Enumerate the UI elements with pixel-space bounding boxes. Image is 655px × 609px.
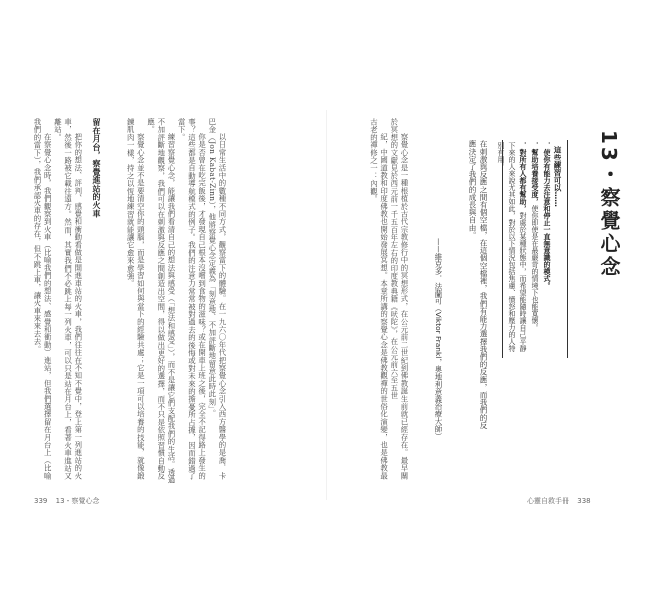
left-running-head: 13・察覺心念 xyxy=(55,497,100,505)
epigraph-quote: 在刺激與反應之間有個空檔，在這個空檔裡，我們有能力選擇我們的反應，而我們的反應決定了我們的成長與自由。 xyxy=(468,140,488,429)
epigraph-attribution: ——維克多．法蘭可（Viktor Frankl，奧地利意義治療大師） xyxy=(434,238,443,440)
left-body-paragraph-2: 你是否曾在吃完飯後，才發現自己根本沒嚐到食物的滋味？或在開車上班之後，完全不記得路上發生的事？這些都是自動導航模式的例子。我們的注意力常常被對過去的後悔或對未來的擔憂所占據，因而錯過了當下。 xyxy=(177,118,207,480)
left-body-paragraph-3: 練習察覺心念，能讓我們看清自己的想法與感受（「想法和感受」），而不是讓它們支配我們的生活。透過不加評斷地觀察，我們可以在刺激與反應之間創造出空間，得以做出更好的選擇，而不只是依照習慣自動反應。 xyxy=(146,118,176,484)
left-folio xyxy=(34,496,100,506)
left-page-number: 339 xyxy=(34,497,48,505)
right-page-number: 338 xyxy=(577,497,591,505)
left-section xyxy=(21,118,101,486)
left-page xyxy=(0,0,327,609)
right-folio xyxy=(527,496,591,506)
box-item: ．幫助培養接受度，使你即使是在最嚴苛的情境下也能寬懷。 xyxy=(531,142,539,331)
left-body-paragraph-4: 察覺心念並不是要清空你的頭腦，而是學習如何與當下的經驗共處；它是一項可以培養的技能，就像鍛鍊肌肉一樣，持之以恆地練習就能讓它愈來愈強。 xyxy=(126,118,146,480)
right-body-paragraph-2: 紀，中國道教和印度佛教也開始發展冥想。本章所講的察覺心念是佛教觀禪的世俗化演變，也是佛教最古老的禪修之一：內觀。 xyxy=(369,118,389,480)
chapter-title: 13・察覺心念 xyxy=(597,130,621,279)
section-paragraph-2: 在察覺心念時，我們觀察到火車（比喻我們的想法、感覺和衝動）進站，但我們選擇留在月台上（比喻我們的當下），我們承認火車的存在，但不跳上車，讓火車來來去去。 xyxy=(32,118,53,480)
left-body-paragraph-1: 以日常生活中的數種不同方式，觀察當下的體驗。在一九六〇年代把察覺心念引入西方醫學的是喬．卡巴金（Jon Kabat-Zinn），他將察覺心念定義為「刻意地、不加評斷地留意此時此刻」。 xyxy=(207,118,227,480)
right-running-head: 心靈自救手冊 xyxy=(527,497,569,505)
box-item: ．使你有能力去注意和停止一直無意識的模式。 xyxy=(543,142,551,289)
right-body-paragraph-1: 察覺心念是一種根植於古代宗教修行中的冥想形式，在公元前二世紀到佛教誕生前就已經存在。最早關於冥想的文獻見於西元前一千五百年左右的印度教典籍《吠陀》，在公元前六至五世 xyxy=(389,118,409,480)
section-heading: 留在月台，察覺進站的火車 xyxy=(92,118,101,218)
right-page xyxy=(327,0,655,609)
box-heading: 這些練習可以…… xyxy=(553,146,562,207)
box-item: ．對所有人都有幫助，對處於某種狀態中，而希望能隨時讓自己平靜下來的人來說尤其如此，對於以下情況包括焦慮、憤怒和壓力的人特別有用。 xyxy=(497,142,527,352)
practice-box xyxy=(497,140,568,358)
right-body-text xyxy=(339,118,409,486)
section-paragraph-1: 把你的想法、評判、感覺和衝動看做是開進車站的火車，我們往往在不知不覺中，登上第一列進站的火車，然後一路被它載往遠方。然而，其實我們不必跳上每一列火車，可以只是站在月台上，看著火車進站又離站。 xyxy=(53,118,83,480)
box-list xyxy=(494,142,552,356)
